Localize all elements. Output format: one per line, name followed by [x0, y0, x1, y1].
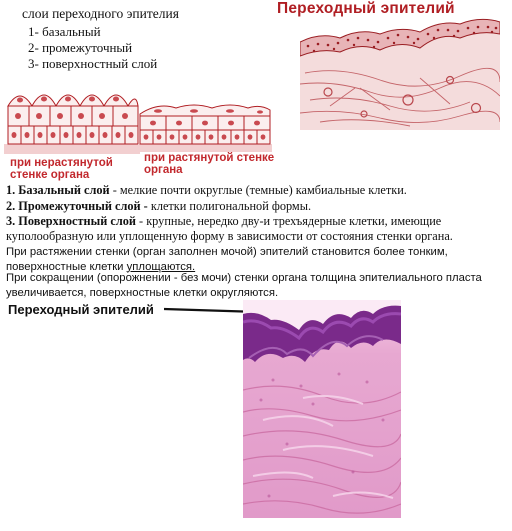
caption-unstretched — [10, 157, 113, 181]
caption-stretched — [144, 152, 274, 176]
term-intermediate: 2. Промежуточный слой - — [6, 199, 148, 213]
layers-list-title: слои переходного эпителия — [22, 6, 179, 21]
caption-stretched-line2: органа — [144, 164, 183, 176]
description-superficial — [6, 214, 506, 244]
text-basal: - мелкие почти округлые (темные) камбиальные клетки. — [109, 183, 407, 197]
note-stretch-text: поверхностные клетки — [6, 260, 127, 273]
caption-stretched-line1: при растянутой стенке — [144, 152, 275, 164]
description-intermediate — [6, 199, 506, 214]
text-intermediate: клетки полигональной формы. — [147, 199, 312, 213]
term-superficial: 3. Поверхностный слой — [6, 214, 136, 228]
micrograph-label: Переходный эпителий — [8, 302, 154, 317]
unstretched-epithelium-diagram — [4, 78, 140, 154]
caption-unstretched-line2: стенке органа — [10, 169, 90, 181]
layer-item-basal: 1- базальный — [28, 24, 101, 39]
note-stretch-line1: При растяжении стенки (орган заполнен мочой) эпителий становится более тонким, — [6, 246, 448, 258]
top-figure-title: Переходный эпителий — [277, 0, 455, 17]
stretched-epithelium-diagram — [138, 100, 272, 152]
caption-unstretched-line1: при нерастянутой — [10, 157, 113, 169]
layer-item-superficial: 3- поверхностный слой — [28, 56, 158, 71]
transitional-epithelium-drawing — [300, 18, 500, 130]
description-basal — [6, 183, 506, 198]
note-stretch — [6, 245, 506, 274]
text-superficial: - крупные, нередко дву-и трехъядерные клетки, имеющие куполообразную или уплощенную форму в зависимости от состояния стенки органа. — [6, 214, 453, 244]
note-stretch-underlined: уплощаются. — [126, 260, 196, 273]
note-contract: При сокращении (опорожнении - без мочи) стенки органа толщина эпителиального пласта увеличивается, поверхностные клетки округляются. — [6, 272, 482, 299]
histology-micrograph — [243, 300, 401, 518]
term-basal: 1. Базальный слой — [6, 183, 110, 197]
layer-item-intermediate: 2- промежуточный — [28, 40, 133, 55]
